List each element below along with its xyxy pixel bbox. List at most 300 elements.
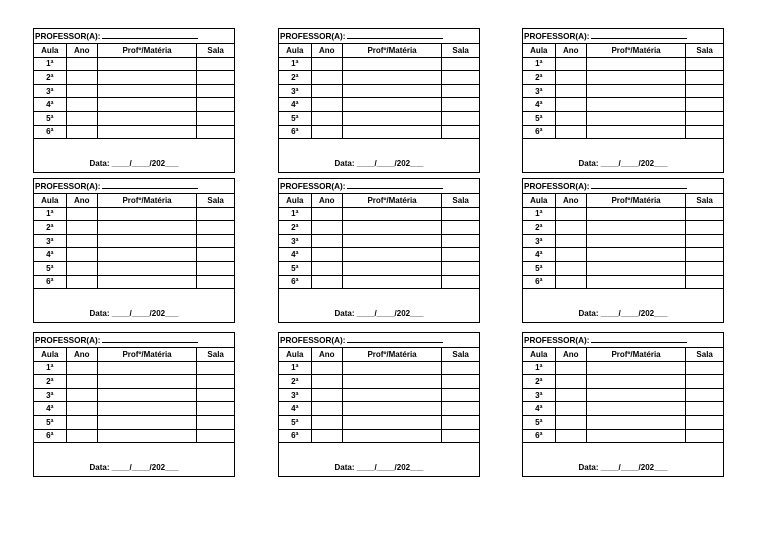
lesson-row — [34, 429, 234, 443]
ano-cell[interactable] — [311, 57, 342, 71]
lesson-number: 2ª — [523, 71, 555, 85]
lesson-row — [523, 111, 723, 125]
sala-cell[interactable] — [686, 234, 723, 248]
professor-field[interactable] — [523, 333, 723, 348]
lesson-number: 4ª — [523, 402, 555, 416]
lesson-row — [279, 98, 479, 112]
ano-cell[interactable] — [66, 111, 97, 125]
lesson-row — [34, 388, 234, 402]
prof-materia-cell[interactable] — [342, 57, 441, 71]
professor-blank-line — [102, 180, 198, 189]
prof-materia-cell[interactable] — [342, 71, 441, 85]
lesson-number: 1ª — [34, 361, 66, 375]
lesson-number: 2ª — [279, 375, 311, 389]
lesson-row — [34, 275, 234, 289]
lesson-number: 6ª — [523, 429, 555, 443]
sala-cell[interactable] — [686, 402, 723, 416]
ano-cell[interactable] — [555, 248, 586, 262]
schedule-table — [279, 29, 479, 172]
ano-cell[interactable] — [555, 375, 586, 389]
date-field[interactable] — [523, 139, 723, 173]
lesson-row — [34, 57, 234, 71]
sala-cell[interactable] — [442, 248, 479, 262]
lesson-number: 6ª — [279, 429, 311, 443]
date-label: Data: ____/____/202___ — [89, 159, 179, 169]
header-aula: Aula — [279, 44, 311, 58]
sala-cell[interactable] — [197, 207, 234, 221]
sala-cell[interactable] — [442, 261, 479, 275]
ano-cell[interactable] — [555, 98, 586, 112]
date-field[interactable] — [279, 443, 479, 477]
ano-cell[interactable] — [66, 98, 97, 112]
professor-field[interactable] — [279, 29, 479, 44]
lesson-number: 4ª — [34, 98, 66, 112]
date-field[interactable] — [523, 289, 723, 323]
header-row — [279, 194, 479, 208]
prof-materia-cell[interactable] — [97, 84, 196, 98]
prof-materia-cell[interactable] — [97, 111, 196, 125]
sala-cell[interactable] — [197, 415, 234, 429]
lesson-row — [523, 248, 723, 262]
lesson-row — [279, 84, 479, 98]
prof-materia-cell[interactable] — [342, 402, 441, 416]
sala-cell[interactable] — [197, 221, 234, 235]
prof-materia-cell[interactable] — [342, 111, 441, 125]
prof-materia-cell[interactable] — [342, 261, 441, 275]
header-sala: Sala — [442, 348, 479, 362]
lesson-row — [523, 275, 723, 289]
sala-cell[interactable] — [197, 275, 234, 289]
sala-cell[interactable] — [197, 57, 234, 71]
prof-materia-cell[interactable] — [97, 98, 196, 112]
ano-cell[interactable] — [66, 234, 97, 248]
header-row — [279, 348, 479, 362]
ano-cell[interactable] — [66, 361, 97, 375]
prof-materia-cell[interactable] — [97, 388, 196, 402]
schedule-card — [522, 28, 724, 173]
ano-cell[interactable] — [555, 429, 586, 443]
lesson-number: 1ª — [523, 207, 555, 221]
sala-cell[interactable] — [197, 84, 234, 98]
prof-materia-cell[interactable] — [97, 375, 196, 389]
ano-cell[interactable] — [311, 388, 342, 402]
date-label: Data: ____/____/202___ — [89, 309, 179, 319]
sala-cell[interactable] — [442, 221, 479, 235]
lesson-row — [34, 221, 234, 235]
lesson-number: 5ª — [279, 261, 311, 275]
header-ano: Ano — [66, 194, 97, 208]
prof-materia-cell[interactable] — [342, 275, 441, 289]
lesson-number: 3ª — [34, 234, 66, 248]
sala-cell[interactable] — [442, 415, 479, 429]
header-prof-materia: Profº/Matéria — [586, 44, 685, 58]
lesson-row — [279, 415, 479, 429]
schedule-card — [33, 28, 235, 173]
prof-materia-cell[interactable] — [342, 221, 441, 235]
schedule-table — [34, 179, 234, 322]
date-label: Data: ____/____/202___ — [578, 463, 668, 473]
header-sala: Sala — [442, 44, 479, 58]
prof-materia-cell[interactable] — [586, 111, 685, 125]
prof-materia-cell[interactable] — [342, 125, 441, 139]
sala-cell[interactable] — [197, 375, 234, 389]
prof-materia-cell[interactable] — [342, 98, 441, 112]
professor-field[interactable] — [279, 179, 479, 194]
lesson-row — [34, 71, 234, 85]
lesson-number: 4ª — [34, 248, 66, 262]
schedule-table — [34, 29, 234, 172]
prof-materia-cell[interactable] — [342, 429, 441, 443]
lesson-number: 5ª — [523, 261, 555, 275]
header-aula: Aula — [523, 348, 555, 362]
ano-cell[interactable] — [66, 429, 97, 443]
header-sala: Sala — [686, 348, 723, 362]
ano-cell[interactable] — [555, 415, 586, 429]
prof-materia-cell[interactable] — [342, 361, 441, 375]
header-prof-materia: Profº/Matéria — [97, 194, 196, 208]
prof-materia-cell[interactable] — [342, 388, 441, 402]
prof-materia-cell[interactable] — [586, 402, 685, 416]
ano-cell[interactable] — [311, 111, 342, 125]
lesson-row — [523, 98, 723, 112]
lesson-row — [523, 71, 723, 85]
prof-materia-cell[interactable] — [97, 415, 196, 429]
professor-label: PROFESSOR(A): — [524, 182, 590, 191]
prof-materia-cell[interactable] — [97, 248, 196, 262]
header-prof-materia: Profº/Matéria — [342, 44, 441, 58]
lesson-number: 4ª — [523, 98, 555, 112]
sala-cell[interactable] — [686, 98, 723, 112]
prof-materia-cell[interactable] — [97, 57, 196, 71]
lesson-number: 6ª — [34, 125, 66, 139]
sala-cell[interactable] — [442, 98, 479, 112]
header-ano: Ano — [555, 44, 586, 58]
lesson-number: 1ª — [523, 57, 555, 71]
prof-materia-cell[interactable] — [586, 375, 685, 389]
sala-cell[interactable] — [197, 261, 234, 275]
lesson-row — [279, 388, 479, 402]
prof-materia-cell[interactable] — [97, 125, 196, 139]
ano-cell[interactable] — [555, 402, 586, 416]
ano-cell[interactable] — [311, 84, 342, 98]
ano-cell[interactable] — [311, 402, 342, 416]
prof-materia-cell[interactable] — [342, 234, 441, 248]
lesson-row — [523, 375, 723, 389]
sala-cell[interactable] — [686, 207, 723, 221]
lesson-row — [34, 234, 234, 248]
professor-label: PROFESSOR(A): — [35, 336, 101, 345]
prof-materia-cell[interactable] — [586, 207, 685, 221]
ano-cell[interactable] — [555, 71, 586, 85]
professor-blank-line — [347, 180, 443, 189]
sala-cell[interactable] — [197, 402, 234, 416]
header-prof-materia: Profº/Matéria — [586, 348, 685, 362]
lesson-row — [279, 275, 479, 289]
lesson-number: 5ª — [523, 415, 555, 429]
ano-cell[interactable] — [66, 84, 97, 98]
sala-cell[interactable] — [442, 375, 479, 389]
lesson-number: 4ª — [279, 248, 311, 262]
prof-materia-cell[interactable] — [586, 98, 685, 112]
ano-cell[interactable] — [555, 221, 586, 235]
ano-cell[interactable] — [555, 275, 586, 289]
sala-cell[interactable] — [442, 429, 479, 443]
prof-materia-cell[interactable] — [586, 57, 685, 71]
ano-cell[interactable] — [555, 234, 586, 248]
sala-cell[interactable] — [686, 388, 723, 402]
professor-field[interactable] — [279, 333, 479, 348]
prof-materia-cell[interactable] — [586, 84, 685, 98]
header-prof-materia: Profº/Matéria — [97, 44, 196, 58]
lesson-row — [34, 415, 234, 429]
lesson-number: 4ª — [34, 402, 66, 416]
lesson-row — [523, 388, 723, 402]
ano-cell[interactable] — [66, 275, 97, 289]
header-sala: Sala — [197, 194, 234, 208]
prof-materia-cell[interactable] — [342, 415, 441, 429]
schedule-table — [523, 179, 723, 322]
sala-cell[interactable] — [686, 361, 723, 375]
ano-cell[interactable] — [66, 71, 97, 85]
schedule-table — [523, 333, 723, 476]
sala-cell[interactable] — [197, 98, 234, 112]
lesson-number: 1ª — [34, 57, 66, 71]
header-row — [34, 348, 234, 362]
lesson-number: 3ª — [34, 84, 66, 98]
prof-materia-cell[interactable] — [97, 275, 196, 289]
ano-cell[interactable] — [311, 261, 342, 275]
lesson-row — [279, 221, 479, 235]
ano-cell[interactable] — [66, 261, 97, 275]
sala-cell[interactable] — [197, 71, 234, 85]
professor-field[interactable] — [34, 29, 234, 44]
ano-cell[interactable] — [311, 125, 342, 139]
prof-materia-cell[interactable] — [97, 261, 196, 275]
date-field[interactable] — [34, 443, 234, 477]
lesson-row — [279, 125, 479, 139]
prof-materia-cell[interactable] — [97, 234, 196, 248]
prof-materia-cell[interactable] — [97, 207, 196, 221]
header-prof-materia: Profº/Matéria — [342, 194, 441, 208]
header-ano: Ano — [555, 194, 586, 208]
ano-cell[interactable] — [555, 261, 586, 275]
sala-cell[interactable] — [197, 361, 234, 375]
professor-field[interactable] — [34, 179, 234, 194]
ano-cell[interactable] — [311, 375, 342, 389]
ano-cell[interactable] — [311, 207, 342, 221]
sala-cell[interactable] — [686, 375, 723, 389]
sala-cell[interactable] — [442, 402, 479, 416]
header-ano: Ano — [555, 348, 586, 362]
prof-materia-cell[interactable] — [586, 388, 685, 402]
lesson-number: 5ª — [34, 111, 66, 125]
sala-cell[interactable] — [686, 429, 723, 443]
sala-cell[interactable] — [442, 275, 479, 289]
header-sala: Sala — [686, 44, 723, 58]
lesson-number: 1ª — [34, 207, 66, 221]
header-prof-materia: Profº/Matéria — [342, 348, 441, 362]
date-field[interactable] — [523, 443, 723, 477]
header-prof-materia: Profº/Matéria — [586, 194, 685, 208]
prof-materia-cell[interactable] — [586, 221, 685, 235]
sala-cell[interactable] — [442, 111, 479, 125]
lesson-number: 4ª — [279, 98, 311, 112]
ano-cell[interactable] — [555, 388, 586, 402]
sala-cell[interactable] — [686, 275, 723, 289]
schedule-table — [279, 179, 479, 322]
ano-cell[interactable] — [555, 361, 586, 375]
sala-cell[interactable] — [686, 84, 723, 98]
header-ano: Ano — [311, 348, 342, 362]
schedule-table — [34, 333, 234, 476]
ano-cell[interactable] — [66, 207, 97, 221]
prof-materia-cell[interactable] — [342, 207, 441, 221]
sala-cell[interactable] — [686, 221, 723, 235]
prof-materia-cell[interactable] — [586, 234, 685, 248]
professor-blank-line — [347, 334, 443, 343]
lesson-row — [523, 234, 723, 248]
prof-materia-cell[interactable] — [586, 71, 685, 85]
prof-materia-cell[interactable] — [342, 375, 441, 389]
lesson-number: 1ª — [279, 207, 311, 221]
prof-materia-cell[interactable] — [586, 361, 685, 375]
prof-materia-cell[interactable] — [586, 261, 685, 275]
ano-cell[interactable] — [555, 57, 586, 71]
lesson-number: 2ª — [523, 375, 555, 389]
prof-materia-cell[interactable] — [97, 429, 196, 443]
ano-cell[interactable] — [555, 111, 586, 125]
sala-cell[interactable] — [686, 415, 723, 429]
ano-cell[interactable] — [66, 375, 97, 389]
sala-cell[interactable] — [442, 234, 479, 248]
ano-cell[interactable] — [311, 429, 342, 443]
date-field[interactable] — [279, 139, 479, 173]
lesson-number: 6ª — [34, 429, 66, 443]
ano-cell[interactable] — [66, 402, 97, 416]
lesson-row — [523, 207, 723, 221]
sala-cell[interactable] — [197, 429, 234, 443]
ano-cell[interactable] — [555, 207, 586, 221]
ano-cell[interactable] — [66, 57, 97, 71]
sala-cell[interactable] — [686, 111, 723, 125]
sala-cell[interactable] — [686, 57, 723, 71]
sala-cell[interactable] — [197, 125, 234, 139]
sala-cell[interactable] — [686, 71, 723, 85]
lesson-number: 4ª — [279, 402, 311, 416]
professor-label: PROFESSOR(A): — [280, 336, 346, 345]
ano-cell[interactable] — [66, 248, 97, 262]
prof-materia-cell[interactable] — [97, 221, 196, 235]
ano-cell[interactable] — [311, 98, 342, 112]
lesson-row — [279, 248, 479, 262]
professor-blank-line — [102, 30, 198, 39]
header-row — [34, 194, 234, 208]
ano-cell[interactable] — [311, 71, 342, 85]
lesson-row — [34, 125, 234, 139]
sala-cell[interactable] — [442, 125, 479, 139]
ano-cell[interactable] — [66, 125, 97, 139]
sala-cell[interactable] — [197, 248, 234, 262]
lesson-number: 5ª — [34, 415, 66, 429]
lesson-number: 3ª — [523, 84, 555, 98]
lesson-row — [523, 429, 723, 443]
lesson-number: 5ª — [523, 111, 555, 125]
ano-cell[interactable] — [311, 275, 342, 289]
sala-cell[interactable] — [442, 361, 479, 375]
sala-cell[interactable] — [197, 388, 234, 402]
date-label: Data: ____/____/202___ — [89, 463, 179, 473]
date-field[interactable] — [34, 289, 234, 323]
schedule-card — [33, 178, 235, 323]
sala-cell[interactable] — [442, 388, 479, 402]
date-field[interactable] — [34, 139, 234, 173]
professor-label: PROFESSOR(A): — [35, 182, 101, 191]
sala-cell[interactable] — [442, 71, 479, 85]
ano-cell[interactable] — [66, 221, 97, 235]
ano-cell[interactable] — [555, 84, 586, 98]
ano-cell[interactable] — [66, 415, 97, 429]
sala-cell[interactable] — [197, 234, 234, 248]
professor-field[interactable] — [523, 179, 723, 194]
prof-materia-cell[interactable] — [342, 84, 441, 98]
lesson-number: 3ª — [279, 234, 311, 248]
ano-cell[interactable] — [311, 415, 342, 429]
sala-cell[interactable] — [686, 261, 723, 275]
professor-blank-line — [591, 180, 687, 189]
prof-materia-cell[interactable] — [97, 361, 196, 375]
sala-cell[interactable] — [442, 57, 479, 71]
ano-cell[interactable] — [555, 125, 586, 139]
lesson-row — [523, 221, 723, 235]
schedule-table — [523, 29, 723, 172]
sala-cell[interactable] — [442, 207, 479, 221]
prof-materia-cell[interactable] — [342, 248, 441, 262]
ano-cell[interactable] — [311, 248, 342, 262]
sala-cell[interactable] — [686, 248, 723, 262]
lesson-number: 2ª — [279, 221, 311, 235]
prof-materia-cell[interactable] — [586, 429, 685, 443]
professor-field[interactable] — [34, 333, 234, 348]
ano-cell[interactable] — [311, 361, 342, 375]
schedule-table — [279, 333, 479, 476]
ano-cell[interactable] — [311, 221, 342, 235]
professor-field[interactable] — [523, 29, 723, 44]
prof-materia-cell[interactable] — [97, 402, 196, 416]
date-label: Data: ____/____/202___ — [334, 159, 424, 169]
lesson-row — [34, 248, 234, 262]
header-row — [523, 194, 723, 208]
lesson-number: 3ª — [279, 84, 311, 98]
ano-cell[interactable] — [311, 234, 342, 248]
ano-cell[interactable] — [66, 388, 97, 402]
prof-materia-cell[interactable] — [586, 415, 685, 429]
prof-materia-cell[interactable] — [586, 248, 685, 262]
schedule-card — [278, 178, 480, 323]
lesson-row — [279, 57, 479, 71]
lesson-number: 1ª — [279, 361, 311, 375]
sala-cell[interactable] — [686, 125, 723, 139]
sala-cell[interactable] — [197, 111, 234, 125]
prof-materia-cell[interactable] — [586, 125, 685, 139]
sala-cell[interactable] — [442, 84, 479, 98]
lesson-row — [34, 84, 234, 98]
lesson-number: 2ª — [34, 71, 66, 85]
lesson-row — [279, 261, 479, 275]
prof-materia-cell[interactable] — [586, 275, 685, 289]
header-ano: Ano — [311, 44, 342, 58]
prof-materia-cell[interactable] — [97, 71, 196, 85]
date-field[interactable] — [279, 289, 479, 323]
